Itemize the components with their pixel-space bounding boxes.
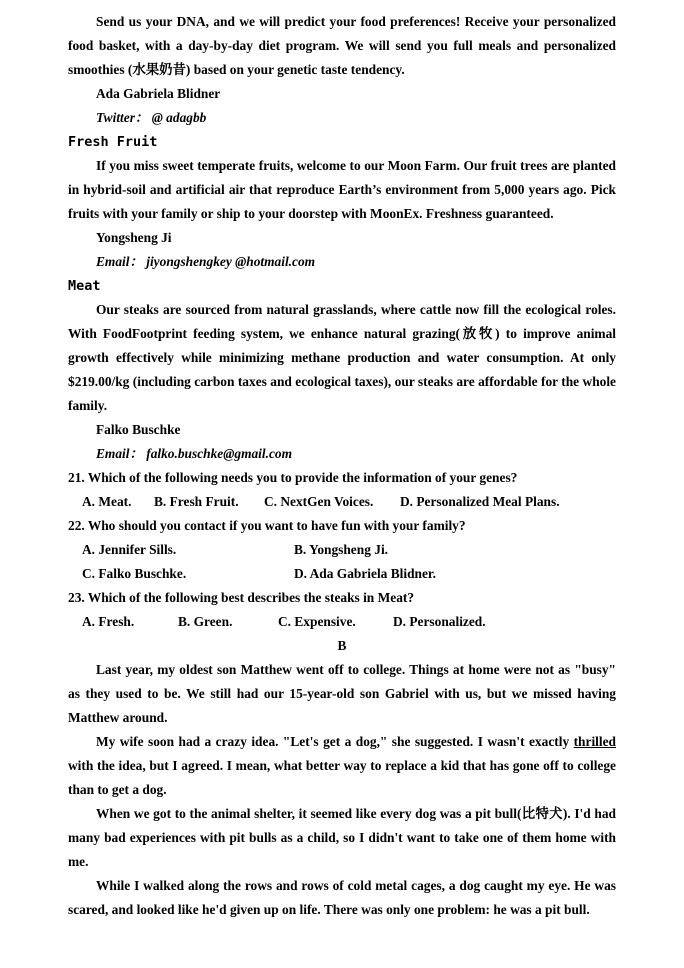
option-a: A. Meat. (82, 494, 132, 509)
question-22-options-row-1 (68, 538, 616, 562)
option-b: B. Green. (178, 614, 233, 629)
passage-b-paragraph-2 (68, 730, 616, 802)
contact-value: @ adagbb (151, 110, 207, 125)
contact-value: falko.buschke@gmail.com (146, 446, 293, 461)
passage-b-paragraph-1: Last year, my oldest son Matthew went off to college. Things at home were not as "busy" as they used to be. We still had our 15-year-old son Gabriel with us, but we missed having Matthew around. (68, 662, 616, 725)
paragraph-text: My wife soon had a crazy idea. "Let's get a dog," she suggested. I wasn't exactly (96, 734, 574, 749)
question-23-options (68, 610, 616, 634)
contact-label: Twitter： (96, 110, 149, 125)
question-21-options (68, 490, 616, 514)
option-d: D. Ada Gabriela Blidner. (294, 566, 436, 581)
option-c: C. NextGen Voices. (264, 494, 374, 509)
passage-b-paragraph-3: When we got to the animal shelter, it seemed like every dog was a pit bull(比特犬). I'd had many bad experiences with pit bulls as a child, so I didn't want to take one of them home with me. (68, 806, 616, 869)
document-page (68, 10, 616, 922)
meat-paragraph: Our steaks are sourced from natural grasslands, where cattle now fill the ecological roles. With FoodFootprint feeding system, we enhance natural grazing(放牧) to improve animal growth effectively while minimizing methane production and water consumption. At only $219.00/kg (including carbon taxes and ecological taxes), our steaks are affordable for the whole family. (68, 302, 616, 413)
question-21: 21. Which of the following needs you to provide the information of your genes? (68, 470, 518, 485)
paragraph-text: with the idea, but I agreed. I mean, what better way to replace a kid that has gone off to college than to get a dog. (68, 758, 616, 797)
contact-label: Email： (96, 254, 143, 269)
meat-contact (68, 442, 616, 466)
option-d: D. Personalized Meal Plans. (400, 494, 560, 509)
question-23: 23. Which of the following best describes the steaks in Meat? (68, 590, 415, 605)
section-heading-meat: Meat (68, 278, 101, 294)
contact-value: jiyongshengkey @hotmail.com (146, 254, 316, 269)
intro-contact (68, 106, 616, 130)
underlined-word: thrilled (573, 734, 616, 749)
question-22: 22. Who should you contact if you want to have fun with your family? (68, 518, 466, 533)
intro-author: Ada Gabriela Blidner (96, 86, 221, 101)
option-b: B. Fresh Fruit. (154, 494, 239, 509)
meat-author: Falko Buschke (96, 422, 181, 437)
section-heading-fresh-fruit: Fresh Fruit (68, 134, 158, 150)
option-a: A. Fresh. (82, 614, 135, 629)
option-a: A. Jennifer Sills. (82, 542, 177, 557)
question-22-options-row-2 (68, 562, 616, 586)
option-c: C. Expensive. (278, 614, 356, 629)
fresh-fruit-author: Yongsheng Ji (96, 230, 172, 245)
option-d: D. Personalized. (393, 614, 486, 629)
section-b-label: B (337, 638, 347, 653)
intro-paragraph: Send us your DNA, and we will predict your food preferences! Receive your personalized food basket, with a day-by-day diet program. We will send you full meals and personalized smoothies (水果奶昔) based on your genetic taste tendency. (68, 14, 616, 77)
fresh-fruit-contact (68, 250, 616, 274)
passage-b-paragraph-4: While I walked along the rows and rows of cold metal cages, a dog caught my eye. He was scared, and looked like he'd given up on life. There was only one problem: he was a pit bull. (68, 878, 616, 917)
option-b: B. Yongsheng Ji. (294, 542, 389, 557)
option-c: C. Falko Buschke. (82, 566, 187, 581)
fresh-fruit-paragraph: If you miss sweet temperate fruits, welcome to our Moon Farm. Our fruit trees are planted in hybrid-soil and artificial air that reproduce Earth’s environment from 5,000 years ago. Pick fruits with your family or ship to your doorstep with MoonEx. Freshness guaranteed. (68, 158, 616, 221)
contact-label: Email： (96, 446, 143, 461)
